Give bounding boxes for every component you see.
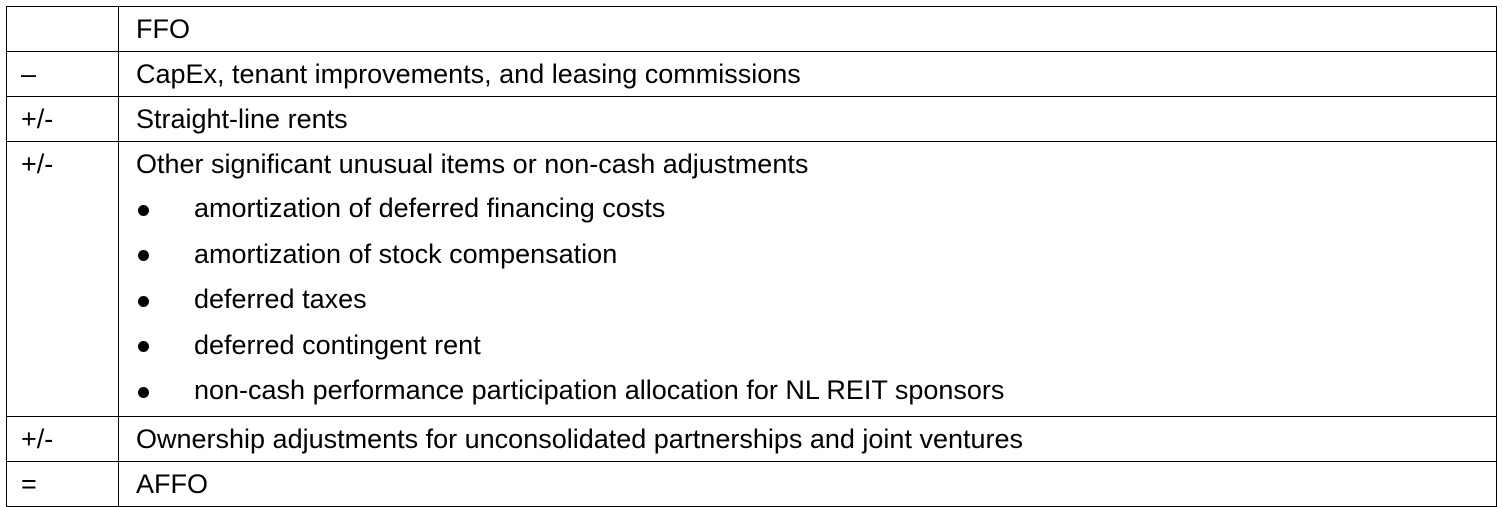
row-heading: Other significant unusual items or non-cash adjustments xyxy=(136,149,809,179)
description-cell: Ownership adjustments for unconsolidated partnerships and joint ventures xyxy=(119,416,1497,461)
list-item xyxy=(136,186,1496,232)
sign-cell: +/- xyxy=(7,416,119,461)
sign-cell: +/- xyxy=(7,142,119,417)
description-cell: CapEx, tenant improvements, and leasing commissions xyxy=(119,52,1497,97)
list-item-text: amortization of stock compensation xyxy=(194,238,618,269)
bullet-icon xyxy=(138,250,149,261)
bullet-icon xyxy=(138,387,149,398)
bullet-icon xyxy=(138,296,149,307)
description-cell xyxy=(119,142,1497,417)
sign-cell: = xyxy=(7,461,119,506)
list-item xyxy=(136,323,1496,369)
sign-cell: +/- xyxy=(7,97,119,142)
list-item xyxy=(136,368,1496,414)
description-cell: AFFO xyxy=(119,461,1497,506)
table-row-other-adjustments xyxy=(7,142,1497,417)
description-cell: FFO xyxy=(119,7,1497,52)
table-row-ffo xyxy=(7,7,1497,52)
table-row-affo xyxy=(7,461,1497,506)
affo-reconciliation-table xyxy=(6,6,1497,507)
list-item-text: amortization of deferred financing costs xyxy=(194,193,666,223)
list-item-text: deferred contingent rent xyxy=(194,329,481,360)
table-row-ownership-adjustments xyxy=(7,416,1497,461)
adjustment-bullet-list xyxy=(136,186,1496,414)
table-row-capex xyxy=(7,52,1497,97)
description-cell: Straight-line rents xyxy=(119,97,1497,142)
sign-cell xyxy=(7,7,119,52)
bullet-icon xyxy=(138,205,149,216)
bullet-icon xyxy=(138,341,149,352)
sign-cell: – xyxy=(7,52,119,97)
table-row-straight-line-rents xyxy=(7,97,1497,142)
list-item-text: non-cash performance participation allocation for NL REIT sponsors xyxy=(194,375,1005,405)
list-item xyxy=(136,232,1496,278)
list-item xyxy=(136,277,1496,323)
list-item-text: deferred taxes xyxy=(194,284,367,314)
